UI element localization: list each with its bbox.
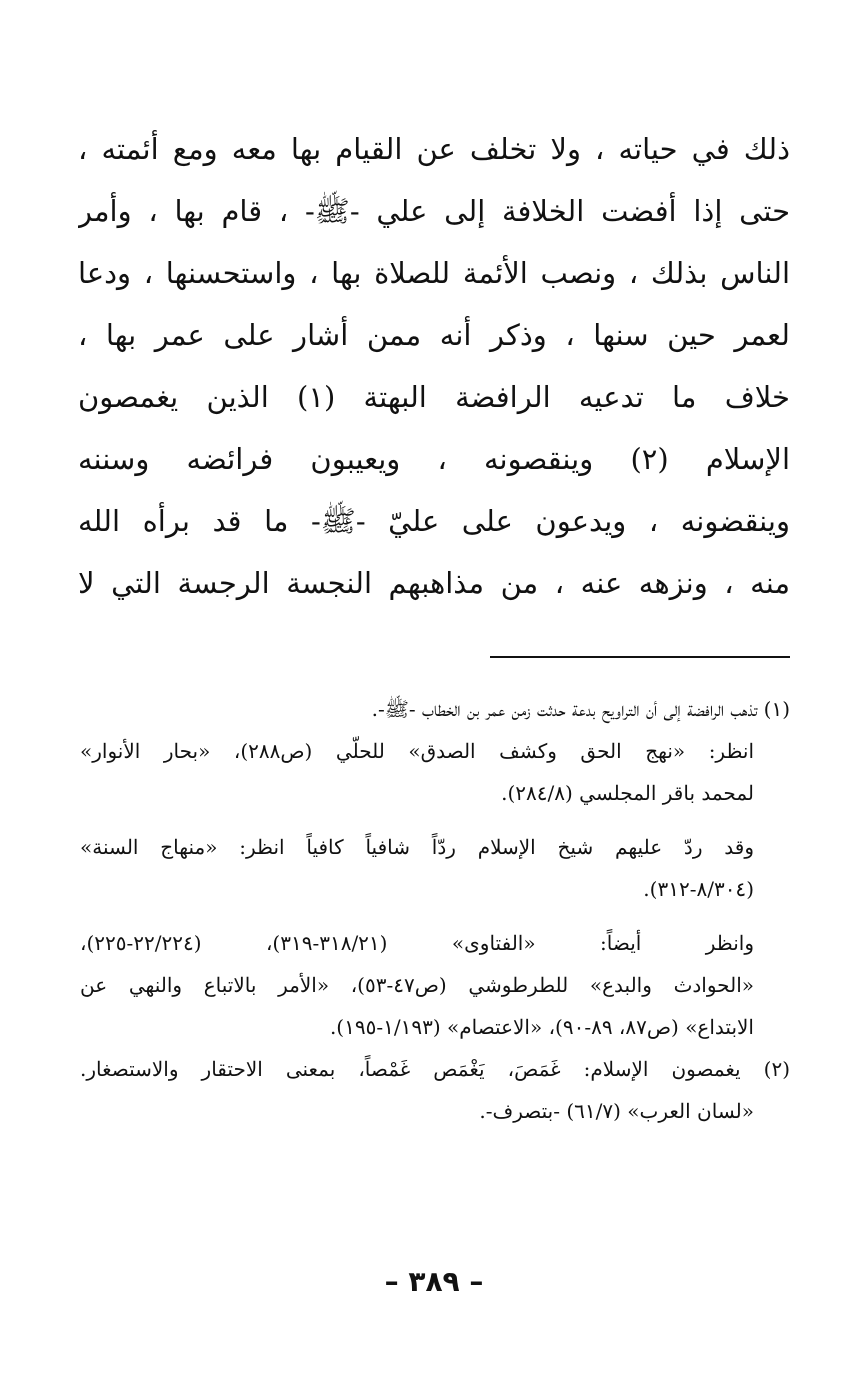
body-line: ذلك في حياته ، ولا تخلف عن القيام بها معه ومع أئمته ، (78, 132, 790, 166)
body-line: وينقضونه ، ويدعون على عليّ -ﷺ- ما قد برأه الله (78, 504, 790, 538)
body-line: الإسلام (٢) وينقصونه ، ويعيبون فرائضه وسننه (78, 442, 790, 476)
footnote-line: وانظر أيضاً: «الفتاوى» (٣١٨/٢١-٣١٩)، (٢٢/٢٢٤-٢٢٥)، (80, 931, 754, 955)
footnote-line: «لسان العرب» (٦١/٧) -بتصرف-. (479, 1099, 754, 1123)
footnote-2 (80, 1048, 790, 1132)
footnotes (80, 688, 790, 1132)
footnote-separator (490, 656, 790, 658)
main-body-text (78, 118, 790, 614)
footnote-line: انظر: «نهج الحق وكشف الصدق» للحلّي (ص٢٨٨)، «بحار الأنوار» (80, 739, 754, 763)
body-line: الناس بذلك ، ونصب الأئمة للصلاة بها ، واستحسنها ، ودعا (78, 256, 790, 290)
body-line: خلاف ما تدعيه الرافضة البهتة (١) الذين يغمصون (78, 380, 790, 414)
body-line: حتى إذا أفضت الخلافة إلى علي -ﷺ- ، قام بها ، وأمر (78, 194, 790, 228)
footnote-line: (٨/٣٠٤-٣١٢). (643, 877, 754, 901)
body-line: منه ، ونزهه عنه ، من مذاهبهم النجسة الرجسة التي لا (78, 566, 790, 600)
body-line: لعمر حين سنها ، وذكر أنه ممن أشار على عمر بها ، (78, 318, 790, 352)
footnote-line: الابتداع» (ص٨٧، ٨٩-٩٠)، «الاعتصام» (١/١٩٣-١٩٥). (329, 1015, 754, 1039)
footnote-line: (١) تذهب الرافضة إلى أن التراويح بدعة حدثت زمن عمر بن الخطاب -ﷺ-. (371, 697, 790, 721)
page-number: – ٣٨٩ – (384, 1265, 484, 1298)
footnote-1 (80, 688, 790, 1048)
footnote-line: «الحوادث والبدع» للطرطوشي (ص٤٧-٥٣)، «الأمر بالاتباع والنهي عن (80, 973, 754, 997)
footnote-line: (٢) يغمصون الإسلام: غَمَصَ، يَغْمَص غَمْصاً، بمعنى الاحتقار والاستصغار. (80, 1057, 790, 1081)
footnote-line: وقد ردّ عليهم شيخ الإسلام ردّاً شافياً كافياً انظر: «منهاج السنة» (80, 835, 754, 859)
footnote-line: لمحمد باقر المجلسي (٢٨٤/٨). (501, 781, 754, 805)
